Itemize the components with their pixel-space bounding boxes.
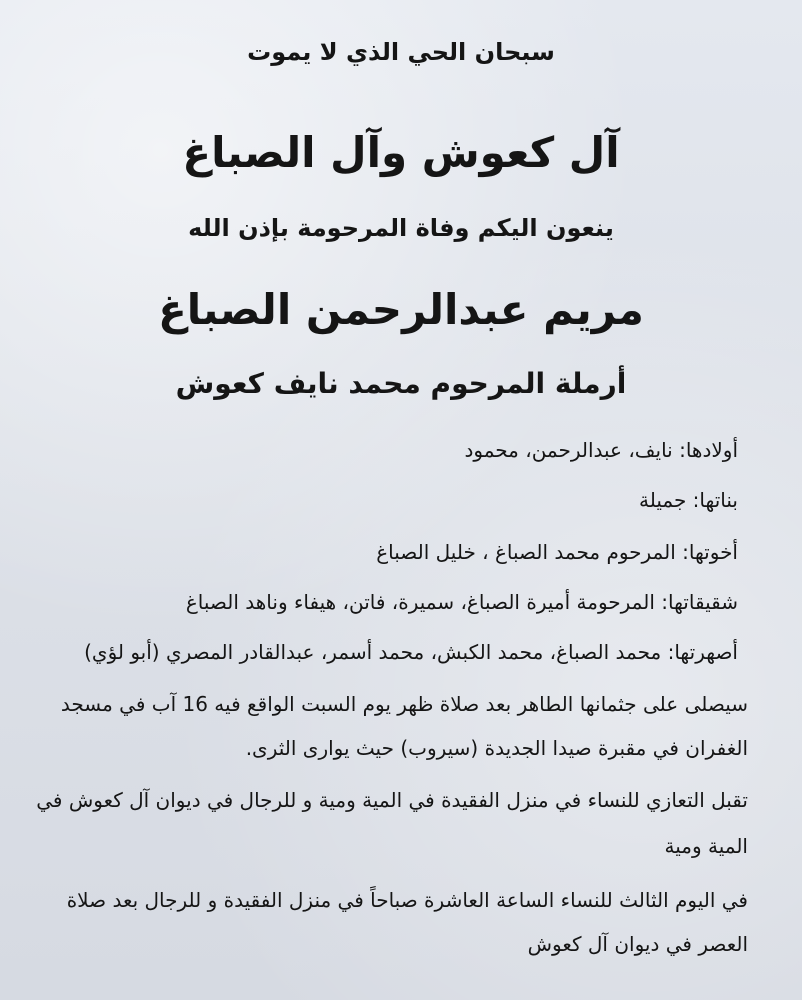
third-day-line-1: في اليوم الثالث للنساء الساعة العاشرة صباحاً في منزل الفقيدة و للرجال بعد صلاة: [66, 888, 748, 912]
condolence-line-1: تقبل التعازي للنساء في منزل الفقيدة في المية ومية و للرجال في ديوان آل كعوش في: [36, 788, 748, 812]
sons-line: أولادها: نايف، عبدالرحمن، محمود: [464, 438, 738, 462]
condolence-line-2: المية ومية: [664, 834, 748, 858]
deceased-name: مريم عبدالرحمن الصباغ: [158, 285, 644, 334]
brothers-line: أخوتها: المرحوم محمد الصباغ ، خليل الصباغ: [376, 540, 738, 564]
invocation-heading: سبحان الحي الذي لا يموت: [247, 38, 555, 66]
widow-of-line: أرملة المرحوم محمد نايف كعوش: [175, 367, 627, 400]
funeral-prayer-line-1: سيصلى على جثمانها الطاهر بعد صلاة ظهر يوم السبت الواقع فيه 16 آب في مسجد: [60, 692, 748, 716]
funeral-prayer-line-2: الغفران في مقبرة صيدا الجديدة (سيروب) حيث يوارى الثرى.: [245, 736, 748, 760]
announcement-line: ينعون اليكم وفاة المرحومة بإذن الله: [188, 214, 614, 242]
sisters-line: شقيقاتها: المرحومة أميرة الصباغ، سميرة، فاتن، هيفاء وناهد الصباغ: [185, 590, 738, 614]
family-names-heading: آل كعوش وآل الصباغ: [182, 128, 620, 177]
third-day-line-2: العصر في ديوان آل كعوش: [527, 932, 748, 956]
in-laws-line: أصهرتها: محمد الصباغ، محمد الكبش، محمد أسمر، عبدالقادر المصري (أبو لؤي): [84, 640, 738, 664]
daughters-line: بناتها: جميلة: [639, 488, 738, 512]
